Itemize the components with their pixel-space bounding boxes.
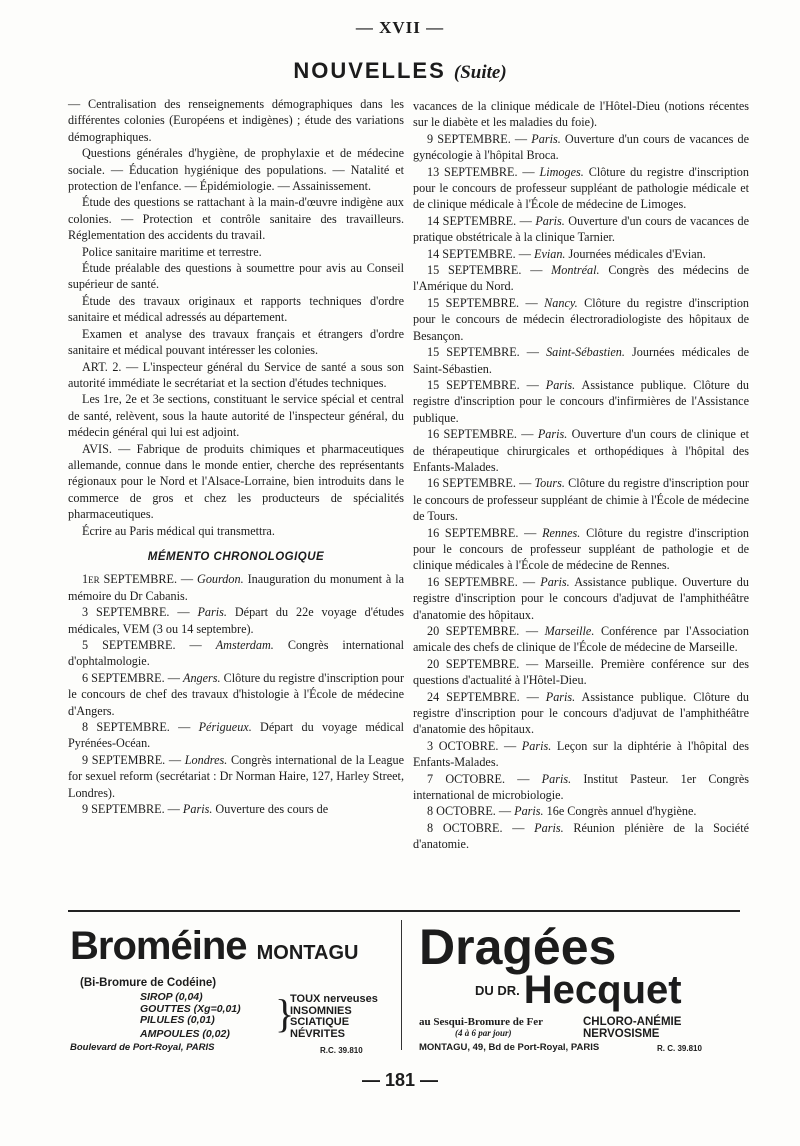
divider-rule (68, 910, 740, 912)
entry-city: Paris. (197, 605, 227, 620)
ad-subtitle: (Bi-Bromure de Codéine) (80, 977, 217, 989)
entry-date: 13 SEPTEMBRE. (427, 164, 518, 179)
indication: CHLORO-ANÉMIE (583, 1016, 682, 1028)
ad-code: R. C. 39.810 (657, 1044, 702, 1053)
entry-text: Journées médicales de Saint-Sébastien. (413, 345, 750, 376)
entry-text: Départ du 22e voyage d'études médicales, VEM (3 ou 14 septembre). (68, 605, 405, 636)
ad-indications (583, 1016, 681, 1040)
memento-entry: 8 OCTOBRE. — Paris. Réunion plénière de la Société d'anatomie. (413, 820, 749, 852)
entry-city: Paris. (514, 804, 544, 819)
entry-text: Clôture du registre d'inscription pour le concours de chef des travaux d'histologie à l'École de médecine d'Angers. (68, 670, 405, 718)
entry-city: Périgueux. (198, 720, 252, 735)
form-item: SIROP (0,04) (140, 991, 203, 1003)
ad-dose: (4 à 6 par jour) (455, 1028, 512, 1038)
page-roman-numeral: — XVII — (355, 18, 445, 37)
paragraph: Étude des travaux originaux et rapports techniques d'ordre sanitaire et médical adressés au département. (68, 293, 404, 325)
entry-date: 15 SEPTEMBRE. (427, 345, 520, 360)
entry-text: Inauguration du monument à la mémoire du Dr Cabanis. (68, 572, 405, 603)
maker-name: MONTAGU (256, 942, 359, 964)
memento-entry: 14 SEPTEMBRE. — Evian. Journées médicales d'Evian. (427, 246, 706, 261)
entry-date: 15 SEPTEMBRE. (427, 377, 520, 392)
paragraph: Police sanitaire maritime et terrestre. (82, 244, 262, 259)
du-dr-label: DU DR. (475, 983, 520, 998)
memento-heading: MÉMENTO CHRONOLOGIQUE (147, 550, 325, 563)
entry-text: Assistance publique. Clôture du registre d'inscription pour le concours d'infirmières de l'Assistance publique. (413, 377, 749, 425)
entry-city: Paris. (545, 689, 576, 704)
entry-date: 16 SEPTEMBRE. (427, 525, 519, 540)
right-column (413, 98, 749, 853)
entry-city: Paris. (541, 771, 572, 786)
doctor-name: Hecquet (523, 968, 682, 1012)
entry-date: 24 SEPTEMBRE. (427, 689, 520, 704)
title-suffix: (Suite) (453, 62, 507, 83)
entry-text: Leçon sur la diphtérie à l'hôpital des Enfants-Malades. (413, 738, 750, 770)
entry-date: 20 SEPTEMBRE. (427, 656, 520, 671)
paragraph: ART. 2. — L'inspecteur général du Service de santé a sous son autorité immédiate le secrétariat et la section d'études techniques. (68, 359, 404, 390)
paragraph: Examen et analyse des travaux français et étrangers d'ordre sanitaire et médical pouvant intéresser les colonies. (68, 326, 404, 358)
ad-bromeine (70, 924, 395, 1055)
ad-indications (290, 994, 378, 1040)
entry-city: Paris. (545, 377, 576, 392)
entry-text: Institut Pasteur. 1er Congrès international de microbiologie. (413, 771, 750, 803)
entry-text: Assistance publique. Clôture du registre d'inscription pour le concours d'adjuvat de l'amphithéâtre d'anatomie des hôpitaux. (413, 689, 749, 737)
memento-entry: 14 SEPTEMBRE. — Paris. Ouverture d'un cours de vacances de pratique obstétricale à la clinique Tarnier. (413, 213, 750, 245)
indication: INSOMNIES (290, 1004, 352, 1017)
entry-date: 3 OCTOBRE. (427, 738, 499, 753)
memento-entry: 16 SEPTEMBRE. — Tours. Clôture du registre d'inscription pour le concours de professeur suppléant de chimie à l'École de médecine de Tours. (413, 476, 749, 524)
paragraph: Écrire au Paris médical qui transmettra. (82, 523, 275, 538)
entry-text: Ouverture d'un cours de vacances de gynécologie à l'hôpital Broca. (413, 131, 750, 163)
memento-entry: 9 SEPTEMBRE. — Paris. Ouverture d'un cours de vacances de gynécologie à l'hôpital Broca. (413, 131, 750, 163)
entry-city: Saint-Sébastien. (546, 345, 625, 360)
entry-text: Congrès des médecins de l'Amérique du Nord. (413, 263, 750, 294)
entry-text: Clôture du registre d'inscription pour le concours de médecin électroradiologiste des hôpitaux de Besançon. (413, 295, 750, 343)
entry-date: 14 SEPTEMBRE. (427, 213, 517, 228)
indication: TOUX nerveuses (290, 993, 378, 1005)
memento-entry: 15 SEPTEMBRE. — Nancy. Clôture du registre d'inscription pour le concours de médecin électroradiologiste des hôpitaux de Besançon. (413, 295, 750, 343)
entry-city: Angers. (183, 670, 221, 685)
entry-text: Conférence par l'Association amicale des chefs de clinique de l'École de médecine de Marseille. (413, 624, 749, 655)
indication: NERVOSISME (583, 1028, 660, 1040)
left-column (68, 96, 404, 817)
entry-date: 8 OCTOBRE. (427, 820, 503, 835)
ad-divider (401, 920, 402, 1050)
ad-ampoules: AMPOULES (0,02) (140, 1028, 230, 1040)
entry-date: 5 SEPTEMBRE. (82, 638, 176, 652)
entry-date: 16 SEPTEMBRE. (427, 427, 517, 442)
entry-text: vacances de la clinique médicale de l'Hôtel-Dieu (notions récentes sur le diabète et les maladies du foie). (413, 99, 749, 130)
memento-entry: 1er SEPTEMBRE. — Gourdon. Inauguration du monument à la mémoire du Dr Cabanis. (68, 572, 405, 603)
indication: SCIATIQUE (290, 1016, 350, 1028)
memento-entry: 15 SEPTEMBRE. — Saint-Sébastien. Journées médicales de Saint-Sébastien. (413, 345, 750, 376)
page-number: — 181 — (361, 1070, 439, 1090)
memento-entry: 3 SEPTEMBRE. — Paris. Départ du 22e voyage d'études médicales, VEM (3 ou 14 septembre). (68, 605, 405, 636)
title-text: NOUVELLES (293, 58, 446, 83)
entry-date: 15 SEPTEMBRE. (427, 295, 520, 310)
entry-text: Clôture du registre d'inscription pour le concours de professeur suppléant de pathologie médicale et de clinique médicale à l'École de médecine de Limoges. (413, 164, 749, 212)
indication: NÉVRITES (290, 1027, 346, 1040)
brand-name: Broméine (70, 924, 247, 968)
paragraph: Étude des questions se rattachant à la main-d'œuvre indigène aux colonies. — Protection et contrôle sanitaire des travailleurs. Réglementation des accidents du travail. (68, 195, 404, 243)
entry-text: Ouverture des cours de (215, 802, 329, 817)
ad-forms (140, 992, 241, 1027)
memento-entry: 8 OCTOBRE. — Paris. 16e Congrès annuel d'hygiène. (427, 804, 697, 819)
entry-city: Paris. (521, 738, 552, 753)
entry-date: 9 SEPTEMBRE. (427, 131, 511, 146)
entry-city: Paris. (534, 820, 564, 835)
entry-city: Tours. (534, 476, 565, 491)
entry-city: Evian. (534, 246, 566, 261)
ad-address: Boulevard de Port-Royal, PARIS (70, 1042, 215, 1053)
entry-city: Londres. (184, 752, 228, 767)
entry-date: 15 SEPTEMBRE. (427, 263, 522, 278)
entry-city: Nancy. (544, 295, 578, 310)
entry-city: Amsterdam. (215, 638, 274, 652)
memento-entry: 3 OCTOBRE. — Paris. Leçon sur la diphtérie à l'hôpital des Enfants-Malades. (413, 738, 750, 770)
page-title (0, 58, 800, 84)
memento-entry: 15 SEPTEMBRE. — Montréal. Congrès des médecins de l'Amérique du Nord. (413, 263, 750, 294)
entry-city: Rennes. (542, 525, 581, 540)
memento-entry: 20 SEPTEMBRE. — Marseille. Première conférence sur des questions d'actualité à l'Hôtel-Dieu. (413, 656, 749, 688)
entry-text: Marseille. Première conférence sur des questions d'actualité à l'Hôtel-Dieu. (413, 656, 749, 688)
paragraph: — Centralisation des renseignements démographiques dans les différentes colonies (Européens et indigènes) ; étude des variations démographiques. (68, 97, 404, 144)
memento-entry: 16 SEPTEMBRE. — Paris. Assistance publique. Ouverture du registre d'inscription pour le concours d'adjuvat de l'amphithéâtre d'anatomie des hôpitaux. (413, 574, 749, 622)
entry-city: Paris. (537, 427, 568, 442)
paragraph: Étude préalable des questions à soumettre pour avis au Conseil supérieur de santé. (68, 261, 404, 292)
memento-entry (413, 98, 749, 131)
ad-code: R.C. 39.810 (320, 1046, 363, 1055)
paragraph: Questions générales d'hygiène, de prophylaxie et de médecine sociale. — Éducation hygiénique des populations. — Natalité et protection de l'enfance. — Épidémiologie. — Assainissement. (68, 146, 404, 194)
memento-entry: 5 SEPTEMBRE. — Amsterdam. Congrès international d'ophtalmologie. (68, 638, 405, 669)
entry-city: Marseille. (544, 624, 595, 638)
brace-glyph: } (275, 991, 295, 1036)
entry-text: Clôture du registre d'inscription pour le concours de professeur suppléant de chimie à l'École de médecine de Tours. (413, 476, 749, 524)
entry-city: Limoges. (539, 164, 584, 179)
memento-entry: 9 SEPTEMBRE. — Londres. Congrès international de la League for sexuel reform (secrétariat : Dr Norman Haire, 127, Harley Street, Londres). (68, 752, 405, 800)
entry-date: 8 SEPTEMBRE. (82, 720, 170, 735)
ad-address: MONTAGU, 49, Bd de Port-Royal, PARIS (419, 1042, 600, 1053)
entry-date: 6 SEPTEMBRE. (82, 670, 165, 685)
entry-city: Montréal. (551, 263, 600, 278)
entry-text: Congrès international de la League for sexuel reform (secrétariat : Dr Norman Haire, 127, Harley Street, Londres). (68, 752, 405, 800)
memento-entry: 8 SEPTEMBRE. — Périgueux. Départ du voyage médical Pyrénées-Océan. (68, 720, 404, 751)
memento-entry: 13 SEPTEMBRE. — Limoges. Clôture du registre d'inscription pour le concours de professeur suppléant de pathologie médicale et de clinique médicale à l'École de médecine de Limoges. (413, 164, 749, 212)
entry-text: Réunion plénière de la Société d'anatomie. (413, 820, 749, 852)
entry-text: Départ du voyage médical Pyrénées-Océan. (68, 720, 404, 751)
ad-bromeine-brand (70, 924, 395, 975)
paragraph: AVIS. — Fabrique de produits chimiques et pharmaceutiques allemande, connue dans le monde entier, cherche des représentants régionaux pour le Nord et l'Alsace-Lorraine, bien introduits dans le commerce de gros et chez les producteurs de spécialités pharmaceutiques. (68, 441, 404, 522)
memento-entry: 15 SEPTEMBRE. — Paris. Assistance publique. Clôture du registre d'inscription pour le concours d'infirmières de l'Assistance publique. (413, 377, 749, 425)
form-item: PILULES (0,01) (140, 1014, 215, 1026)
memento-entry: 24 SEPTEMBRE. — Paris. Assistance publique. Clôture du registre d'inscription pour le concours d'adjuvat de l'amphithéâtre d'anatomie des hôpitaux. (413, 689, 749, 737)
ad-hecquet-name-line (475, 968, 682, 1013)
entry-date: 9 SEPTEMBRE. (82, 752, 166, 767)
entry-city: Paris. (531, 131, 561, 146)
ad-hecquet-brand: Dragées (419, 919, 617, 975)
entry-date: 7 OCTOBRE. (427, 771, 506, 786)
entry-date: 16 SEPTEMBRE. (427, 476, 516, 491)
entry-city: Paris. (540, 574, 570, 589)
entry-text: Ouverture d'un cours de vacances de pratique obstétricale à la clinique Tarnier. (413, 213, 750, 245)
memento-left-list (68, 571, 404, 817)
ad-hecquet (415, 919, 745, 1053)
entry-city: Paris. (182, 802, 213, 817)
memento-entry: 7 OCTOBRE. — Paris. Institut Pasteur. 1er Congrès international de microbiologie. (413, 771, 750, 803)
memento-entry: 6 SEPTEMBRE. — Angers. Clôture du registre d'inscription pour le concours de chef des travaux d'histologie à l'École de médecine d'Angers. (68, 670, 405, 718)
entry-text: 16e Congrès annuel d'hygiène. (546, 804, 697, 819)
entry-date: 1er SEPTEMBRE. (82, 572, 177, 587)
entry-date: 9 SEPTEMBRE. (82, 802, 165, 817)
paragraph: Les 1re, 2e et 3e sections, constituant le service spécial et central de santé, relèvent, sous la haute autorité de l'inspecteur général, du médecin général qui lui est adjoint. (68, 392, 404, 440)
form-item: GOUTTES (Xg=0,01) (140, 1002, 241, 1015)
entry-city: Gourdon. (197, 572, 244, 587)
entry-text: Ouverture d'un cours de clinique et de thérapeutique chirurgicales et orthopédiques à l'hôpital des Enfants-Malades. (413, 427, 750, 474)
entry-date: 3 SEPTEMBRE. (82, 605, 170, 620)
entry-text: Journées médicales d'Evian. (568, 246, 706, 261)
entry-date: 14 SEPTEMBRE. (427, 246, 516, 261)
memento-entry: 20 SEPTEMBRE. — Marseille. Conférence par l'Association amicale des chefs de clinique de l'École de médecine de Marseille. (413, 624, 749, 655)
memento-right-list (413, 98, 749, 853)
entry-date: 16 SEPTEMBRE. (427, 574, 518, 589)
memento-entry: 16 SEPTEMBRE. — Rennes. Clôture du registre d'inscription pour le concours de professeur suppléant de pathologie et de clinique médicales à l'École de médecine de Rennes. (413, 525, 750, 573)
ad-composition: au Sesqui-Bromure de Fer (419, 1016, 543, 1028)
memento-entry: 9 SEPTEMBRE. — Paris. Ouverture des cours de (82, 802, 329, 817)
entry-text: Assistance publique. Ouverture du registre d'inscription pour le concours d'adjuvat de l'amphithéâtre d'anatomie des hôpitaux. (413, 574, 749, 622)
entry-text: Congrès international d'ophtalmologie. (68, 638, 405, 669)
entry-text: Clôture du registre d'inscription pour le concours de professeur suppléant de pathologie et de clinique médicales à l'École de médecine de Rennes. (413, 525, 750, 573)
entry-date: 8 OCTOBRE. (427, 804, 496, 819)
entry-date: 20 SEPTEMBRE. (427, 624, 520, 638)
memento-entry: 16 SEPTEMBRE. — Paris. Ouverture d'un cours de clinique et de thérapeutique chirurgicales et orthopédiques à l'hôpital des Enfants-Malades. (413, 427, 750, 474)
entry-city: Paris. (535, 213, 565, 228)
